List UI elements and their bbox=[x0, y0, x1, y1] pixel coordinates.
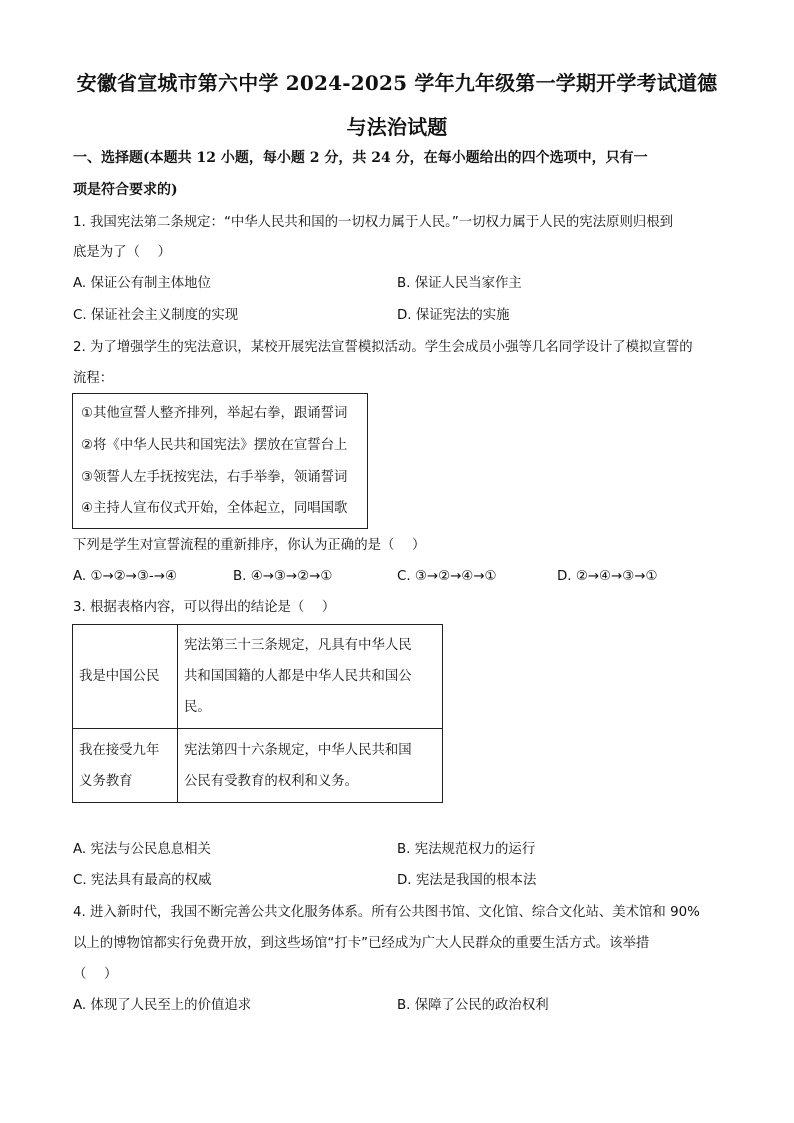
q1-stem-line-1: 1. 我国宪法第二条规定：“中华人民共和国的一切权力属于人民。”一切权力属于人民的宪法原则归根到 bbox=[73, 215, 674, 230]
q4-stem-line-3: （ ） bbox=[73, 967, 118, 982]
q4-option-b: B. 保障了公民的政治权利 bbox=[397, 998, 549, 1013]
q1-option-a: A. 保证公有制主体地位 bbox=[73, 276, 211, 291]
q3-table-cell-right bbox=[178, 625, 443, 729]
q3-table bbox=[72, 624, 443, 803]
q3-table-text: 宪法第四十六条规定，中华人民共和国 bbox=[184, 742, 412, 758]
q3-table-text: 我在接受九年 bbox=[79, 742, 160, 758]
q2-option-b: B. ④→③→②→① bbox=[233, 569, 333, 584]
q3-table-text: 我是中国公民 bbox=[79, 669, 160, 684]
exam-title-line-1: 安徽省宣城市第六中学 2024-2025 学年九年级第一学期开学考试道德 bbox=[76, 71, 718, 95]
q2-question: 下列是学生对宣誓流程的重新排序，你认为正确的是（ ） bbox=[73, 538, 426, 553]
q3-table-text: 共和国国籍的人都是中华人民共和国公 bbox=[184, 669, 412, 684]
q1-option-d: D. 保证宪法的实施 bbox=[397, 308, 510, 323]
section-heading-line-1: 一、选择题(本题共 12 小题，每小题 2 分，共 24 分，在每小题给出的四个选项中，只有一 bbox=[73, 150, 648, 166]
q2-option-c: C. ③→②→④→① bbox=[397, 569, 497, 584]
q3-table-text: 宪法第三十三条规定，凡具有中华人民 bbox=[184, 638, 412, 653]
q2-procedure-box bbox=[72, 393, 368, 529]
exam-title-line-2: 与法治试题 bbox=[346, 115, 448, 139]
q3-table-cell-left bbox=[73, 729, 178, 803]
q3-option-a: A. 宪法与公民息息相关 bbox=[73, 842, 211, 857]
q2-option-a: A. ①→②→③-→④ bbox=[73, 569, 177, 584]
q2-step-4: ④主持人宣布仪式开始，全体起立，同唱国歌 bbox=[81, 501, 348, 516]
q2-stem-line-1: 2. 为了增强学生的宪法意识，某校开展宪法宣誓模拟活动。学生会成员小强等几名同学设计了模拟宣誓的 bbox=[73, 340, 693, 355]
q2-step-3: ③领誓人左手抚按宪法，右手举拳，领诵誓词 bbox=[81, 470, 348, 485]
table-row bbox=[73, 625, 443, 729]
q2-option-d: D. ②→④→③→① bbox=[557, 569, 658, 584]
q3-stem: 3. 根据表格内容，可以得出的结论是（ ） bbox=[73, 600, 336, 615]
q3-table-text: 公民有受教育的权利和义务。 bbox=[184, 773, 359, 789]
q3-option-c: C. 宪法具有最高的权威 bbox=[73, 873, 212, 888]
q3-table-cell-left bbox=[73, 625, 178, 729]
q3-option-b: B. 宪法规范权力的运行 bbox=[397, 842, 536, 857]
q3-table-text: 义务教育 bbox=[79, 773, 133, 789]
q3-table-text: 民。 bbox=[184, 700, 211, 715]
q2-step-2: ②将《中华人民共和国宪法》摆放在宣誓台上 bbox=[81, 438, 348, 453]
q4-stem-line-1: 4. 进入新时代，我国不断完善公共文化服务体系。所有公共图书馆、文化馆、综合文化站、美术馆和 90% bbox=[73, 905, 700, 920]
q2-stem-line-2: 流程： bbox=[73, 371, 114, 386]
q1-stem-line-2: 底是为了（ ） bbox=[73, 245, 171, 260]
q1-option-b: B. 保证人民当家作主 bbox=[397, 276, 522, 291]
q3-option-d: D. 宪法是我国的根本法 bbox=[397, 873, 537, 888]
section-heading-line-2: 项是符合要求的) bbox=[73, 182, 178, 198]
q2-step-1: ①其他宣誓人整齐排列，举起右拳，跟诵誓词 bbox=[81, 406, 348, 421]
table-row bbox=[73, 729, 443, 803]
q4-option-a: A. 体现了人民至上的价值追求 bbox=[73, 998, 252, 1013]
q3-table-cell-right bbox=[178, 729, 443, 803]
q1-option-c: C. 保证社会主义制度的实现 bbox=[73, 308, 239, 323]
q4-stem-line-2: 以上的博物馆都实行免费开放，到这些场馆“打卡”已经成为广大人民群众的重要生活方式。该举措 bbox=[73, 936, 650, 951]
